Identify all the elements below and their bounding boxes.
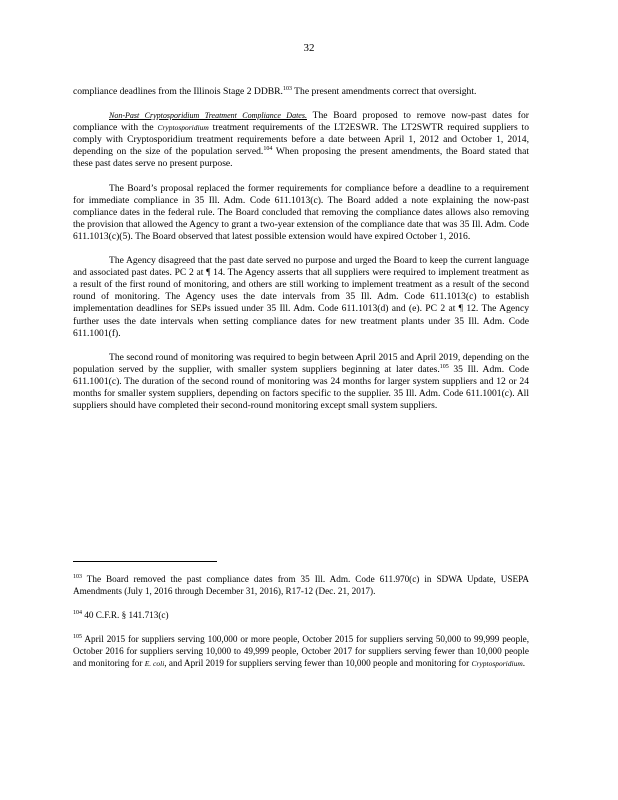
paragraph-1-text: compliance deadlines from the Illinois Stage 2 DDBR.: [73, 86, 283, 97]
paragraph-1-rest: The present amendments correct that oversight.: [291, 86, 477, 97]
paragraph-1: [73, 86, 529, 98]
footnote-103-number: 103: [73, 574, 82, 580]
footnote-105-part-b: , and April 2019 for suppliers serving fewer than 10,000 people and monitoring for: [164, 658, 472, 668]
paragraph-5-part-a: The second round of monitoring was required to begin between April 2015 and April 2019, depending on the population served by the supplier, with smaller system suppliers beginning at later dates.: [73, 351, 529, 375]
footnote-ref-104: 104: [263, 146, 273, 153]
paragraph-2-part-c: When proposing the present amendments, the Board stated that these past dates serve no present purpose.: [73, 146, 529, 170]
section-heading: Non-Past Cryptosporidium Treatment Compliance Dates.: [109, 111, 307, 121]
ecoli-term: E. coli: [144, 659, 165, 668]
footnote-105-number: 105: [73, 634, 82, 640]
footnote-divider: [73, 561, 217, 562]
paragraph-3: The Board’s proposal replaced the former requirements for compliance before a deadline to a requirement for immediate compliance in 35 Ill. Adm. Code 611.1013(c). The Board added a note explaining the now-past compliance dates in the federal rule. The Board concluded that removing the compliance dates allows also removing the provision that allowed the Agency to grant a two-year extension of the compliance date that was 35 Ill. Adm. Code 611.1013(c)(5). The Board observed that latest possible extension would have expired October 1, 2016.: [73, 182, 529, 242]
footnote-105-part-a: April 2015 for suppliers serving 100,000 or more people, October 2015 for suppliers serving 50,000 to 99,999 people, October 2016 for suppliers serving 10,000 to 49,999 people, October 2017 for suppliers serving fewer than 10,000 people and monitoring for: [73, 634, 529, 668]
footnote-104-text: 40 C.F.R. § 141.713(c): [82, 610, 169, 620]
footnote-104-number: 104: [73, 610, 82, 616]
paragraph-5-part-b: 35 Ill. Adm. Code 611.1001(c). The duration of the second round of monitoring was 24 months for larger system suppliers and 12 or 24 months for smaller system suppliers, depending on factors specific to the supplier. 35 Ill. Adm. Code 611.1001(c). All suppliers should have completed their second-round monitoring except small system suppliers.: [73, 363, 530, 412]
paragraph-2: [73, 110, 529, 170]
footnote-104: [73, 609, 529, 621]
paragraph-2-part-a: The Board proposed to remove now-past dates for compliance with the: [73, 110, 529, 134]
page-number: 32: [303, 42, 315, 54]
paragraph-2-part-b: treatment requirements of the LT2ESWR. The LT2SWTR required suppliers to comply with Cryptosporidium treatment requirements before a date between April 1, 2012 and October 1, 2014, depending on the size of the population served.: [73, 122, 529, 158]
footnote-105: [73, 633, 529, 670]
footnote-105-part-c: .: [522, 658, 526, 668]
document-body: [73, 86, 529, 424]
footnotes: [73, 573, 529, 682]
footnote-103: [73, 573, 529, 597]
footnote-103-text: The Board removed the past compliance dates from 35 Ill. Adm. Code 611.970(c) in SDWA Update, USEPA Amendments (July 1, 2016 through December 31, 2016), R17-12 (Dec. 21, 2017).: [73, 574, 529, 596]
footnote-ref-105: 105: [439, 363, 449, 370]
cryptosporidium-term: Cryptosporidium: [157, 123, 209, 133]
paragraph-4: The Agency disagreed that the past date served no purpose and urged the Board to keep the current language and associated past dates. PC 2 at ¶ 14. The Agency asserts that all suppliers were required to implement treatment as a result of the first round of monitoring, and others are still working to implement treatment as a result of the second round of monitoring. The Agency uses the date intervals from 35 Ill. Adm. Code 611.1013(c) to establish implementation deadlines for SEPs issued under 35 Ill. Adm. Code 611.1013(d) and (e). PC 2 at ¶ 12. The Agency further uses the date intervals when setting compliance dates for new treatment plants under 35 Ill. Adm. Code 611.1001(f).: [73, 255, 529, 339]
footnote-ref-103: 103: [282, 86, 292, 92]
cryptosporidium-term-footnote: Cryptosporidium: [471, 659, 523, 668]
paragraph-5: [73, 352, 529, 412]
